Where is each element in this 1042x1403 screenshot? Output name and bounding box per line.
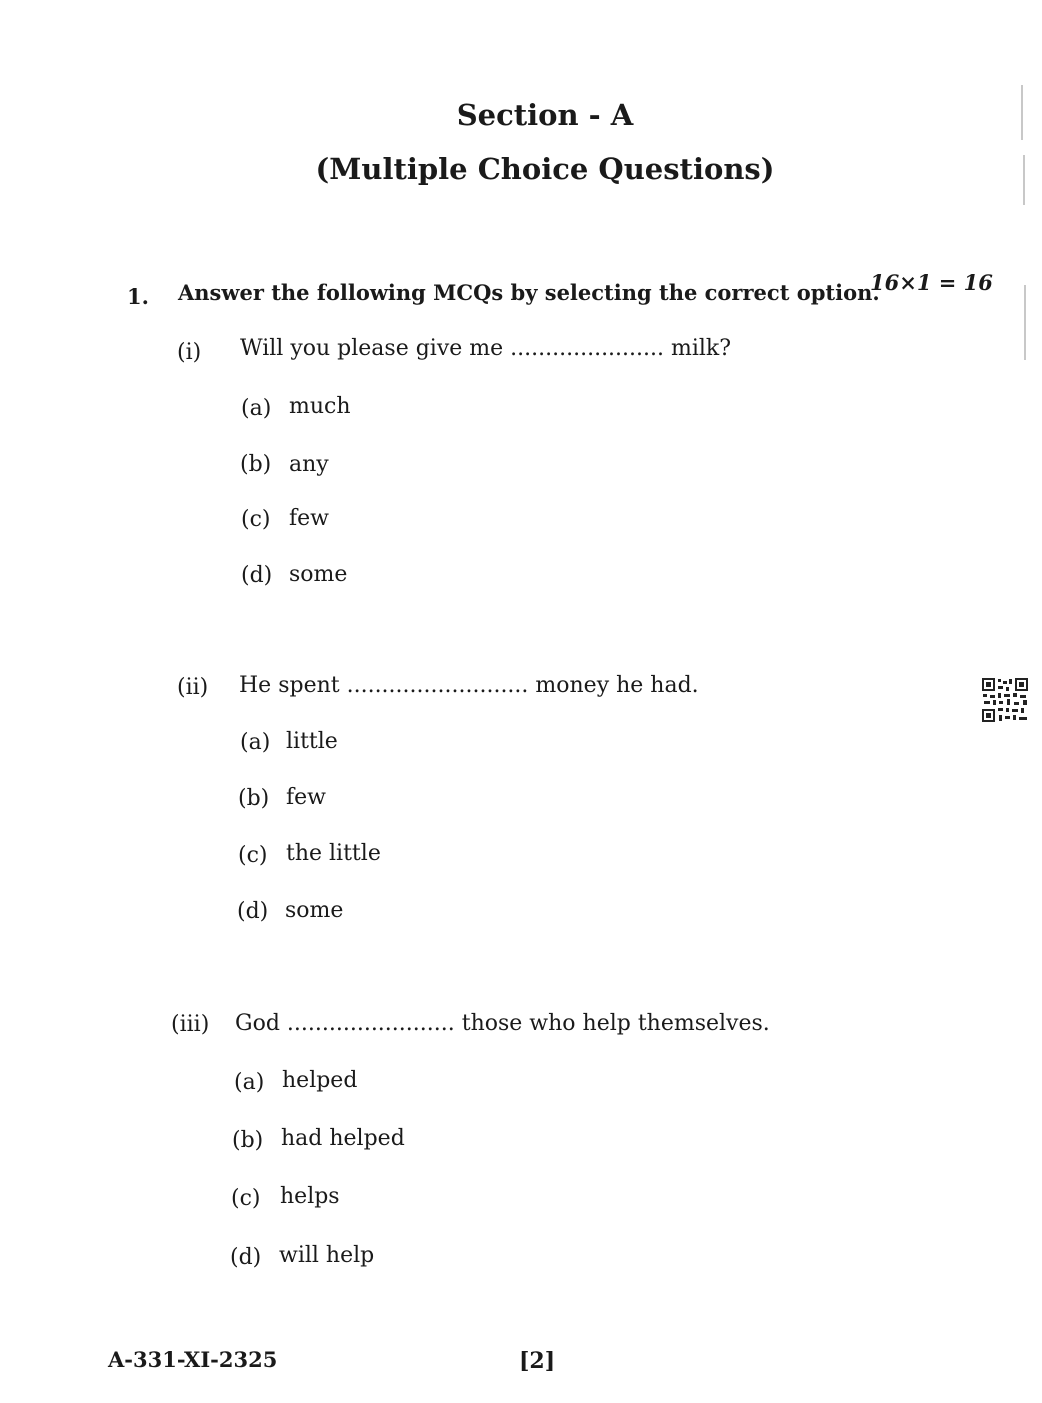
option-text: helped [282,1068,358,1093]
option-letter: (d) [241,563,273,588]
option-letter: (c) [241,507,271,532]
option-text: few [286,785,326,810]
sub-question-text: He spent .......................... money he had. [239,673,699,698]
scan-edge-mark [1024,285,1026,360]
option-letter: (b) [238,786,270,811]
option-letter: (d) [230,1245,262,1270]
qr-code-icon [981,677,1029,723]
option-text: any [289,452,329,477]
sub-question-text: Will you please give me ...................... milk? [240,336,732,361]
marks-allocation: 16×1 = 16 [870,270,993,295]
option-text: had helped [281,1126,405,1151]
scan-edge-mark [1021,85,1023,140]
scan-edge-mark [1023,155,1025,205]
option-text: little [286,729,338,754]
option-text: some [285,898,344,923]
question-number: 1. [127,284,149,309]
option-text: few [289,506,329,531]
question-instruction: Answer the following MCQs by selecting the correct option. [178,280,880,305]
option-letter: (c) [231,1186,261,1211]
sub-question-label: (i) [177,340,202,365]
sub-question-label: (ii) [177,675,209,700]
option-letter: (a) [240,730,271,755]
sub-question-text: God ........................ those who help themselves. [235,1011,770,1036]
option-text: will help [279,1243,375,1268]
section-subtitle: (Multiple Choice Questions) [315,152,775,186]
option-letter: (d) [237,899,269,924]
page-number: [2] [519,1348,556,1374]
option-text: helps [280,1184,340,1209]
option-text: some [289,562,348,587]
option-letter: (a) [234,1070,265,1095]
option-text: much [289,394,351,419]
option-letter: (b) [240,452,272,477]
paper-code: A-331-XI-2325 [108,1347,278,1372]
section-title: Section - A [456,98,634,132]
option-letter: (c) [238,843,268,868]
option-letter: (b) [232,1128,264,1153]
option-text: the little [286,841,381,866]
sub-question-label: (iii) [171,1012,210,1037]
option-letter: (a) [241,396,272,421]
